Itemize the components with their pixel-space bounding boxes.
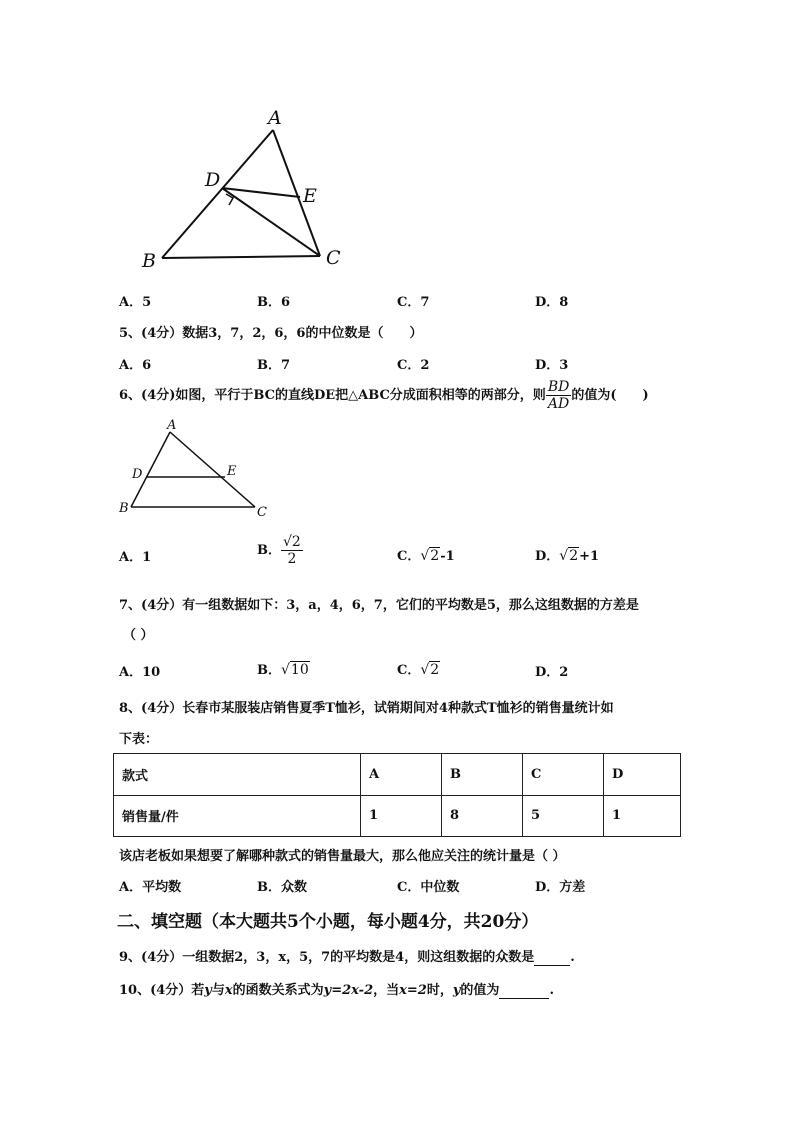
table-cell: C — [523, 754, 604, 796]
q6-option-c: C．√2-1 — [397, 548, 455, 564]
label-c: C — [326, 247, 341, 269]
label-a: A — [167, 418, 177, 433]
q7-option-c: C．√2 — [397, 662, 440, 678]
q5-option-b: B．7 — [257, 358, 291, 373]
label-b: B — [119, 501, 129, 516]
q8-option-d: D．方差 — [535, 880, 586, 895]
figure-triangle-1 — [130, 100, 360, 275]
label-d: D — [205, 169, 221, 191]
q5-option-c: C．2 — [397, 358, 430, 373]
label-e: E — [227, 464, 237, 479]
q6-stem-after: 的值为( ) — [571, 388, 649, 403]
q6-stem-before: 6、(4分)如图，平行于BC的直线DE把△ABC分成面积相等的两部分，则 — [119, 388, 546, 403]
table-cell: B — [442, 754, 523, 796]
sales-table — [113, 753, 681, 837]
q4-option-d: D．8 — [535, 295, 569, 310]
label-b: B — [142, 250, 156, 272]
table-cell: 1 — [361, 795, 442, 837]
q7-option-d: D．2 — [535, 665, 569, 680]
q5-option-a: A．6 — [119, 358, 152, 373]
q8-stem-line2: 下表： — [119, 732, 159, 747]
table-row — [114, 795, 681, 837]
table-header-row — [114, 754, 681, 796]
table-cell: A — [361, 754, 442, 796]
q9-stem: 9、(4分）一组数据2，3，x，5，7的平均数是4，则这组数据的众数是 . — [119, 950, 575, 965]
q8-question: 该店老板如果想要了解哪种款式的销售量最大，那么他应关注的统计量是（ ） — [119, 849, 566, 864]
q4-option-b: B．6 — [257, 295, 291, 310]
q7-option-b: B．√10 — [257, 662, 309, 678]
side-ab — [162, 130, 273, 258]
q8-option-b: B．众数 — [257, 880, 307, 895]
side-bc — [162, 256, 320, 258]
section-heading: 二、填空题（本大题共5个小题，每小题4分，共20分） — [117, 912, 539, 932]
table-cell: 5 — [523, 795, 604, 837]
figure-triangle-2 — [115, 418, 275, 522]
q7-stem-line2: （ ） — [123, 628, 154, 643]
table-cell: 款式 — [114, 754, 361, 796]
q10-stem: 10、(4分）若y与x的函数关系式为y=2x-2，当x=2时，y的值为 . — [119, 983, 554, 998]
side-ac — [170, 432, 255, 507]
q8-stem: 8、(4分）长春市某服装店销售夏季T恤衫，试销期间对4种款式T恤衫的销售量统计如 — [119, 701, 614, 716]
q8-option-c: C．中位数 — [397, 880, 460, 895]
table-cell: 1 — [604, 795, 681, 837]
label-a: A — [268, 107, 282, 129]
q6-option-d: D．√2+1 — [535, 548, 600, 564]
q4-option-c: C．7 — [397, 295, 430, 310]
q5-option-d: D．3 — [535, 358, 569, 373]
q6-option-a: A．1 — [119, 550, 152, 565]
q5-stem: 5、(4分）数据3，7，2，6，6的中位数是（ ） — [119, 326, 423, 341]
q6-stem — [119, 378, 649, 414]
label-e: E — [303, 185, 317, 207]
q6-option-b: B． $\frac{√2}{2}$ — [257, 534, 301, 567]
q7-stem: 7、(4分）有一组数据如下：3，a，4，6，7，它们的平均数是5，那么这组数据的方差是 — [119, 598, 639, 613]
q7-option-a: A．10 — [119, 665, 161, 680]
label-d: D — [132, 467, 143, 482]
table-cell: D — [604, 754, 681, 796]
table-cell: 8 — [442, 795, 523, 837]
q8-option-a: A．平均数 — [119, 880, 182, 895]
table-cell: 销售量/件 — [114, 795, 361, 837]
label-c: C — [257, 505, 267, 520]
q4-option-a: A．5 — [119, 295, 152, 310]
q6-fraction: $\frac{BD}{AD}$ — [547, 379, 570, 412]
